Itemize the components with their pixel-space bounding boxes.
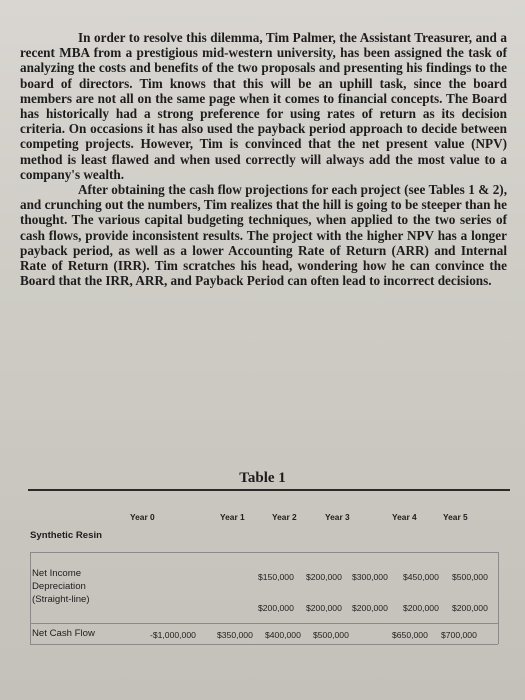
grid-line (498, 552, 499, 644)
header-year-4: Year 4 (392, 512, 417, 522)
header-year-0: Year 0 (130, 512, 155, 522)
cell-depreciation-y1: $200,000 (258, 603, 294, 613)
header-year-5: Year 5 (443, 512, 468, 522)
cell-net-income-y1: $150,000 (258, 572, 294, 582)
cell-net-cash-flow-y5: $700,000 (441, 630, 477, 640)
cell-net-income-y4: $450,000 (403, 572, 439, 582)
header-year-2: Year 2 (272, 512, 297, 522)
paragraph-1: In order to resolve this dilemma, Tim Palmer, the Assistant Treasurer, and a recent MBA from a prestigious mid-western university, has been assigned the task of analyzing the costs and benefits of the two proposals and presenting his findings to the board of directors. Tim knows that this will be an uphill task, since the board members are not all on the same page when it comes to financial concepts. The Board has historically had a strong preference for using rates of return as its decision criteria. On occasions it has also used the payback period approach to decide between competing projects. However, Tim is convinced that the net present value (NPV) method is least flawed and when used correctly will always add the most value to a company's wealth. (20, 30, 507, 182)
cell-net-cash-flow-y3: $500,000 (313, 630, 349, 640)
grid-line (30, 552, 498, 553)
grid-line (30, 644, 498, 645)
header-year-1: Year 1 (220, 512, 245, 522)
cell-depreciation-y4: $200,000 (403, 603, 439, 613)
table-top-rule (28, 489, 510, 491)
body-text (20, 30, 507, 288)
cell-depreciation-y5: $200,000 (452, 603, 488, 613)
row-label-net-income: Net Income (32, 568, 82, 579)
cell-net-cash-flow-y4: $650,000 (392, 630, 428, 640)
row-label-depreciation: Depreciation (32, 581, 86, 592)
grid-line (30, 552, 31, 644)
cell-depreciation-y3: $200,000 (352, 603, 388, 613)
cell-depreciation-y2: $200,000 (306, 603, 342, 613)
cell-net-income-y5: $500,000 (452, 572, 488, 582)
header-year-3: Year 3 (325, 512, 350, 522)
row-label-net-cash-flow: Net Cash Flow (32, 628, 95, 639)
row-label-straight-line: (Straight-line) (32, 594, 90, 605)
section-label: Synthetic Resin (30, 530, 102, 541)
cell-net-cash-flow-y0: -$1,000,000 (150, 630, 196, 640)
cell-net-cash-flow-y1: $350,000 (217, 630, 253, 640)
cell-net-cash-flow-y2: $400,000 (265, 630, 301, 640)
cell-net-income-y3: $300,000 (352, 572, 388, 582)
table-title: Table 1 (239, 470, 286, 486)
grid-line (30, 623, 498, 624)
paragraph-2: After obtaining the cash flow projections for each project (see Tables 1 & 2), and crunching out the numbers, Tim realizes that the hill is going to be steeper than he thought. The various capital budgeting techniques, when applied to the two series of cash flows, provide inconsistent results. The project with the higher NPV has a longer payback period, as well as a lower Accounting Rate of Return (ARR) and Internal Rate of Return (IRR). Tim scratches his head, wondering how he can convince the Board that the IRR, ARR, and Payback Period can often lead to incorrect decisions. (20, 182, 507, 289)
cell-net-income-y2: $200,000 (306, 572, 342, 582)
